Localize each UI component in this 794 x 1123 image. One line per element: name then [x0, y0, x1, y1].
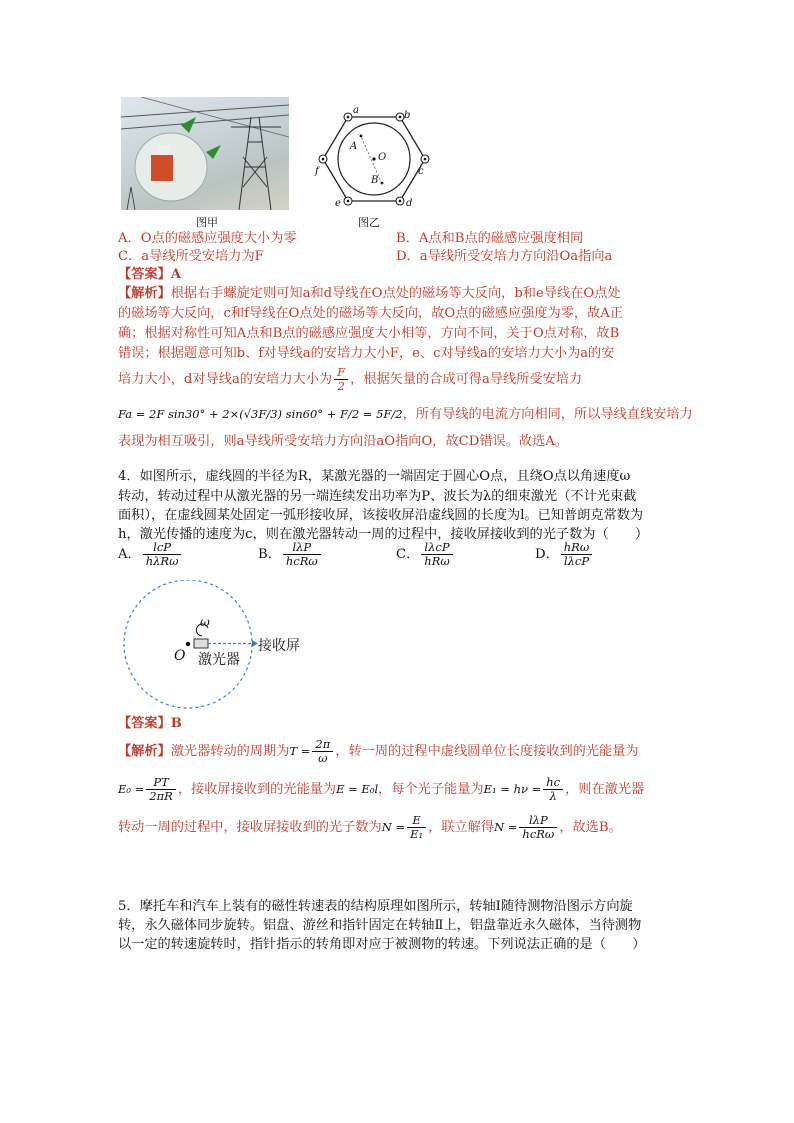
q3-analysis-line3: 确；根据对称性可知A点和B点的磁感应强度大小相等，方向不同，关于O点对称，故B	[118, 326, 620, 341]
line5-text-a: 培力大小，d对导线a的安培力大小为	[118, 372, 333, 387]
q4-analysis-line2	[118, 776, 644, 803]
option-den: hλRω	[145, 554, 179, 568]
answer-value: B	[170, 716, 182, 731]
q3-option-d: D．a导线所受安培力方向沿Oa指向a	[396, 249, 613, 264]
figure-yi-caption: 图乙	[358, 216, 380, 229]
analysis-text: ，转一周的过程中虚线圆单位长度接收到的光能量为	[335, 744, 639, 759]
hex-label-a: a	[353, 105, 359, 116]
option-den: lλcP	[563, 554, 590, 568]
fraction-f-over-2: $\frac{F}{2}$	[334, 366, 348, 393]
analysis-text: 根据右手螺旋定则可知a和d导线在O点处的磁场等大反向，b和e导线在O点处	[170, 286, 621, 301]
q3-option-a: A．O点的磁感应强度大小为零	[118, 231, 297, 246]
hex-label-b: b	[404, 110, 411, 121]
q4-stem-line4: h，激光传播的速度为c，则在激光器转动一周的过程中，接收屏接收到的光子数为（ ）	[118, 527, 649, 542]
q4-option-c	[396, 541, 455, 568]
q4-analysis-line1	[118, 738, 639, 765]
option-label: D．	[535, 547, 559, 562]
q3-option-b: B．A点和B点的磁感应强度相同	[396, 231, 584, 246]
q5-stem-line3: 以一定的转速旋转时，指针指示的转角即对应于被测物的转速。下列说法正确的是（ ）	[118, 937, 646, 952]
e1-num: hc	[543, 776, 563, 790]
q3-answer	[118, 265, 181, 285]
q4-option-a	[118, 541, 183, 568]
analysis-tag: 【解析】	[118, 744, 171, 759]
q3-analysis-line2: 的磁场等大反向，c和f导线在O点处的磁场等大反向，故O点的磁感应强度为零，故A正	[118, 306, 623, 321]
hex-label-f: f	[315, 166, 319, 177]
answer-value: A	[170, 267, 181, 282]
q3-option-c: C．a导线所受安培力为F	[118, 249, 264, 264]
option-num: lλcP	[421, 541, 452, 555]
formula-tail: ，所有导线的电流方向相同，所以导线直线安培力	[402, 407, 693, 422]
option-num: lλP	[283, 541, 321, 555]
q3-analysis-line4: 错误；根据题意可知b、f对导线a的安培力大小F，e、c对导线a的安培力大小为a的安	[118, 346, 615, 361]
q4-stem-line3: 面积），在虚线圆某处固定一弧形接收屏，该接收屏沿虚线圆的长度为l。已知普朗克常数为	[118, 508, 644, 523]
option-label: A．	[118, 547, 141, 562]
q4-analysis-line3	[118, 814, 622, 841]
analysis-text: 转动一周的过程中，接收屏接收到的光子数为	[118, 820, 382, 835]
e-eq: E = E₀l	[336, 782, 379, 796]
e0-eq: E₀ =	[118, 782, 145, 796]
option-label: C．	[396, 547, 420, 562]
q4-option-b	[258, 541, 323, 568]
q3-analysis-line5	[118, 366, 582, 393]
analysis-text: ，每个光子能量为	[378, 782, 484, 797]
screen-label: 接收屏	[258, 638, 300, 654]
analysis-text: ，则在激光器	[565, 782, 645, 797]
analysis-text: ，联立解得	[428, 820, 495, 835]
e1-den: λ	[549, 789, 557, 803]
q3-formula	[118, 404, 693, 425]
q4-stem-line2: 转动，转动过程中从激光器的另一端连续发出功率为P、波长为λ的细束激光（不计光束截	[118, 489, 637, 504]
figure-jia-caption: 图甲	[196, 216, 218, 229]
q5-stem-line1: 5．摩托车和汽车上装有的磁性转速表的结构原理如图所示，转轴Ⅰ随待测物沿图示方向旋	[118, 899, 633, 914]
period-num: 2π	[312, 738, 333, 752]
q4-option-d	[535, 541, 594, 568]
e0-num: PT	[146, 776, 176, 790]
result-num: lλP	[519, 814, 557, 828]
period-den: ω	[318, 751, 328, 765]
n-eq: N =	[381, 820, 406, 834]
omega-label: ω	[200, 615, 210, 629]
hex-label-e: e	[335, 198, 341, 209]
option-label: B．	[258, 547, 281, 562]
hex-label-c: c	[418, 166, 424, 177]
q4-answer	[118, 714, 182, 734]
period-eq: T =	[289, 744, 311, 758]
origin-label: O	[174, 648, 186, 664]
laser-label: 激光器	[198, 652, 240, 668]
option-num: hRω	[561, 541, 592, 555]
formula-text: Fa = 2F sin30° + 2×(√3F/3) sin60° + F/2 = 5F/2	[118, 407, 403, 421]
figure-jia-photo	[121, 97, 289, 210]
n-num: E	[407, 814, 426, 828]
result-den: hcRω	[522, 827, 555, 841]
e1-eq: E₁ = hν =	[483, 782, 542, 796]
analysis-text: 激光器转动的周期为	[170, 744, 290, 759]
figure-yi-hexagon	[310, 104, 434, 214]
option-den: hRω	[424, 554, 450, 568]
laser-diagram	[120, 580, 320, 720]
answer-tag: 【答案】	[118, 716, 171, 731]
answer-tag: 【答案】	[118, 267, 171, 282]
hex-label-B: B	[371, 175, 379, 186]
q3-analysis-line7: 表现为相互吸引，则a导线所受安培力方向沿aO指向O，故CD错误。故选A。	[118, 434, 568, 449]
q5-stem-line2: 转，永久磁体同步旋转。铝盘、游丝和指针固定在转轴Ⅱ上，铝盘靠近永久磁体，当待测物	[118, 918, 642, 933]
analysis-text: ，接收屏接收到的光能量为	[177, 782, 337, 797]
hexagon-diagram	[310, 104, 434, 214]
q3-analysis-line1	[118, 284, 621, 304]
e0-den: 2πR	[149, 789, 173, 803]
q4-stem-line1: 4．如图所示，虚线圆的半径为R，某激光器的一端固定于圆心O点，且绕O点以角速度ω	[118, 469, 631, 484]
analysis-text: ，故选B。	[559, 820, 622, 835]
option-num: lcP	[143, 541, 182, 555]
hex-label-A: A	[350, 141, 358, 152]
option-den: hcRω	[285, 554, 318, 568]
hex-label-d: d	[406, 198, 413, 209]
n-den: E₁	[410, 827, 424, 841]
power-line-photo-illustration	[121, 97, 289, 210]
line5-text-b: ，根据矢量的合成可得a导线所受安培力	[350, 372, 583, 387]
analysis-tag: 【解析】	[118, 286, 171, 301]
hex-label-O: O	[378, 152, 387, 163]
q4-laser-figure	[120, 580, 320, 720]
n-result-eq: N =	[494, 820, 518, 834]
